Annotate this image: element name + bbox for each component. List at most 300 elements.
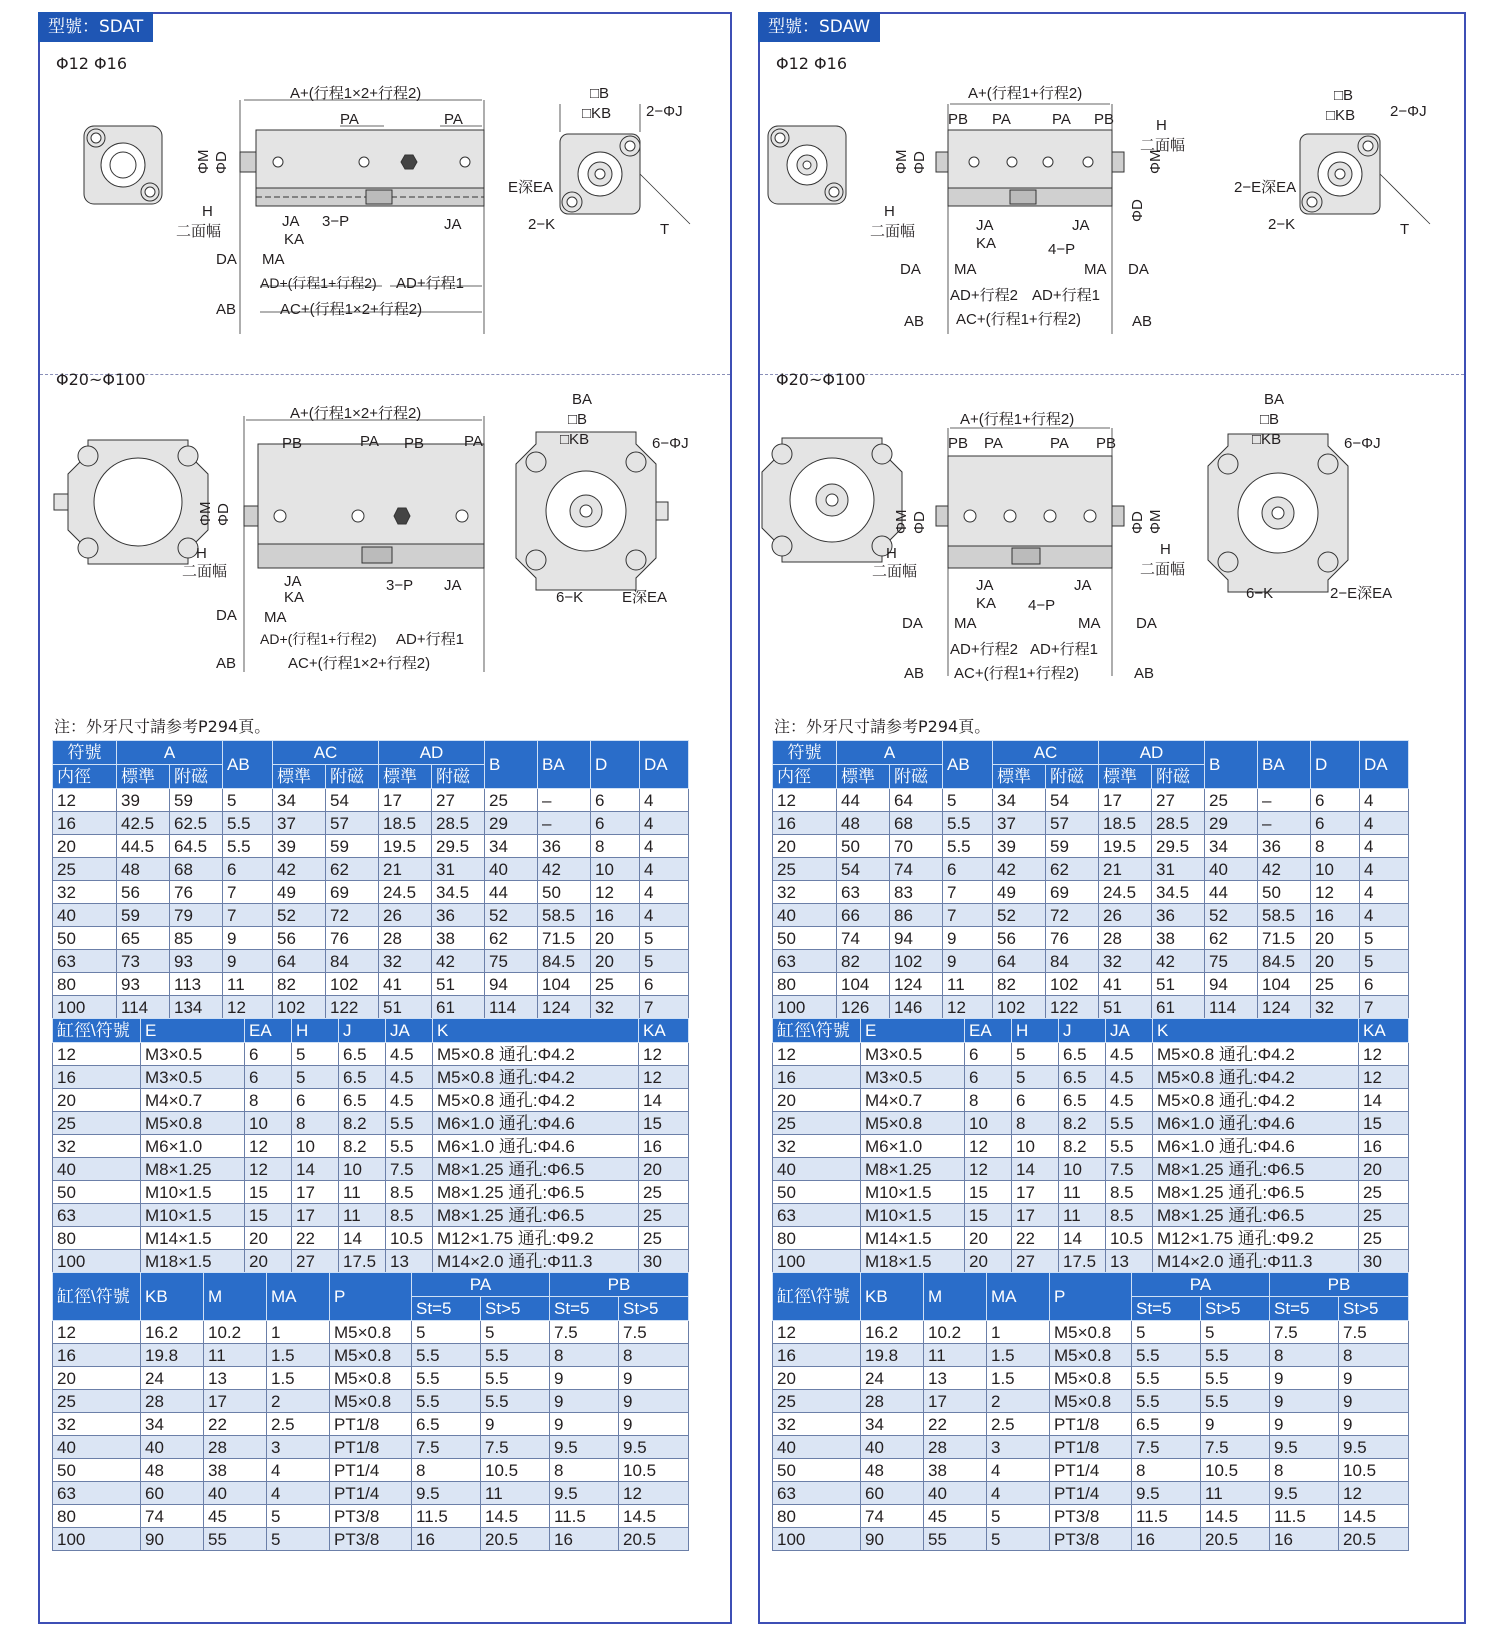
table-cell: 93	[170, 950, 223, 973]
table-cell: 9	[223, 927, 273, 950]
th-bore: 内徑	[773, 765, 837, 789]
dim-ma-2: MA	[1084, 261, 1107, 278]
table-cell: 4	[1360, 858, 1409, 881]
table-cell: 10	[591, 858, 640, 881]
table-row	[773, 1043, 1409, 1066]
table-cell: 20.5	[481, 1528, 550, 1551]
table-cell: 17.5	[1059, 1250, 1106, 1273]
table-cell: 11	[924, 1344, 987, 1367]
table-row	[53, 1528, 689, 1551]
table-cell: 8.2	[1059, 1112, 1106, 1135]
table-cell: 68	[890, 812, 943, 835]
table-row	[773, 1367, 1409, 1390]
table-cell: 70	[890, 835, 943, 858]
table-cell: 16	[1311, 904, 1360, 927]
table-cell: 42.5	[117, 812, 170, 835]
table-cell: 69	[326, 881, 379, 904]
table-cell: 17	[924, 1390, 987, 1413]
table-cell: M10×1.5	[861, 1181, 965, 1204]
table-cell: PT3/8	[330, 1505, 412, 1528]
table-cell: M18×1.5	[141, 1250, 245, 1273]
table-cell: 7.5	[412, 1436, 481, 1459]
table-cell: 4	[267, 1459, 330, 1482]
table-cell: 16	[1132, 1528, 1201, 1551]
table-row	[53, 1135, 689, 1158]
table-cell: 5.5	[386, 1135, 433, 1158]
table-cell: PT1/8	[330, 1436, 412, 1459]
th-k: K	[433, 1019, 639, 1043]
table-cell: 50	[773, 1181, 861, 1204]
table-cell: 58.5	[538, 904, 591, 927]
table-cell: 80	[773, 1505, 861, 1528]
table-cell: 5	[267, 1528, 330, 1551]
table-cell: 5	[1360, 950, 1409, 973]
table-cell: 18.5	[1099, 812, 1152, 835]
table-cell: 24	[141, 1367, 204, 1390]
table-cell: 59	[117, 904, 170, 927]
end-view-left	[84, 126, 162, 204]
table-cell: 5.5	[1201, 1344, 1270, 1367]
table-cell: 11	[1059, 1204, 1106, 1227]
table-cell: 59	[1046, 835, 1099, 858]
table-cell: 8.5	[386, 1181, 433, 1204]
table-cell: 21	[379, 858, 432, 881]
table-row	[773, 1089, 1409, 1112]
dim-sq-kb: □KB	[582, 105, 612, 122]
dim-t: T	[1400, 221, 1410, 238]
table-cell: M6×1.0	[141, 1135, 245, 1158]
dim-pb-1: PB	[282, 435, 303, 452]
table-cell: 8	[1012, 1112, 1059, 1135]
table-cell: 20	[639, 1158, 689, 1181]
table-cell: 5	[1360, 927, 1409, 950]
table-cell: 40	[773, 1436, 861, 1459]
table-cell: 4.5	[386, 1043, 433, 1066]
table-cell: 4	[640, 812, 689, 835]
table-cell: M8×1.25 通孔:Φ6.5	[1153, 1158, 1359, 1181]
table-cell: 16.2	[141, 1321, 204, 1344]
th-ea: EA	[965, 1019, 1012, 1043]
dim-h: H	[196, 545, 207, 562]
table-cell: M5×0.8 通孔:Φ4.2	[433, 1089, 639, 1112]
table-cell: 8	[1270, 1459, 1339, 1482]
table-cell: 37	[273, 812, 326, 835]
table-cell: 29	[1205, 812, 1258, 835]
table-cell: 12	[1359, 1066, 1409, 1089]
table-cell: 5	[1012, 1066, 1059, 1089]
th-b: B	[485, 741, 538, 789]
dim-ja-1: JA	[284, 573, 302, 590]
th-sub: St=5	[550, 1297, 619, 1321]
table-cell: 5.5	[412, 1367, 481, 1390]
table-cell: 5.5	[943, 812, 993, 835]
th-symbol: 符號	[773, 741, 837, 765]
table-cell: 49	[273, 881, 326, 904]
table-cell: 20.5	[619, 1528, 689, 1551]
th-sub: 附磁	[1046, 765, 1099, 789]
dim-pa-1: PA	[360, 433, 379, 450]
table-cell: 16	[53, 1344, 141, 1367]
table-cell: 27	[1012, 1250, 1059, 1273]
table-cell: 62	[1046, 858, 1099, 881]
table-cell: 61	[432, 996, 485, 1019]
table-cell: 50	[773, 1459, 861, 1482]
table-cell: 40	[773, 1158, 861, 1181]
table-cell: 79	[170, 904, 223, 927]
table-cell: 5.5	[412, 1390, 481, 1413]
table-cell: 6	[1311, 812, 1360, 835]
table-cell: 4	[1360, 812, 1409, 835]
table-cell: 38	[204, 1459, 267, 1482]
table-cell: M14×1.5	[861, 1227, 965, 1250]
table-cell: 36	[1152, 904, 1205, 927]
table-cell: 28	[1099, 927, 1152, 950]
table-cell: 5	[412, 1321, 481, 1344]
table-cell: 12	[773, 1321, 861, 1344]
th-ea: EA	[245, 1019, 292, 1043]
table-cell: 48	[837, 812, 890, 835]
th-bore-symbol: 缸徑\符號	[773, 1273, 861, 1321]
table-cell: 34	[861, 1413, 924, 1436]
table-cell: 11.5	[1270, 1505, 1339, 1528]
table-cell: 50	[837, 835, 890, 858]
table-cell: 5	[267, 1505, 330, 1528]
dim-e-depth: E深EA	[622, 589, 668, 606]
table-row	[53, 1505, 689, 1528]
dim-ka: KA	[284, 589, 305, 606]
table-cell: 104	[538, 973, 591, 996]
table-row	[773, 789, 1409, 812]
table-cell: 48	[117, 858, 170, 881]
table-cell: 57	[326, 812, 379, 835]
dim-ka: KA	[976, 595, 997, 612]
table-cell: 20	[1311, 950, 1360, 973]
table-cell: 9	[1339, 1390, 1409, 1413]
table-cell: 4	[640, 858, 689, 881]
table-cell: 40	[773, 904, 837, 927]
table-cell: 6	[1012, 1089, 1059, 1112]
table-cell: 17	[1012, 1204, 1059, 1227]
table-cell: 16	[53, 812, 117, 835]
dim-pa-2: PA	[464, 433, 483, 450]
table-cell: 11	[1201, 1482, 1270, 1505]
table-cell: 4	[987, 1482, 1050, 1505]
dim-ad-1: AD+行程2	[950, 287, 1018, 304]
table-cell: 26	[379, 904, 432, 927]
th-sub: 標準	[117, 765, 170, 789]
table-cell: 69	[1046, 881, 1099, 904]
table-cell: 38	[924, 1459, 987, 1482]
table-row	[53, 950, 689, 973]
table-cell: 74	[861, 1505, 924, 1528]
th-pa: PA	[1132, 1273, 1270, 1297]
table-cell: 44	[485, 881, 538, 904]
th-da: DA	[1360, 741, 1409, 789]
table-cell: 8.2	[339, 1112, 386, 1135]
dim-ja-2: JA	[444, 577, 462, 594]
dim-ad-2: AD+行程1	[396, 631, 464, 648]
table-cell: M6×1.0	[861, 1135, 965, 1158]
table-cell: 74	[837, 927, 890, 950]
model-title: 型號：SDAW	[758, 12, 880, 42]
table-cell: M6×1.0 通孔:Φ4.6	[433, 1135, 639, 1158]
table-row	[773, 950, 1409, 973]
table-cell: 76	[326, 927, 379, 950]
th-d: D	[1311, 741, 1360, 789]
table-row	[773, 1227, 1409, 1250]
th-ma: MA	[987, 1273, 1050, 1321]
table-cell: 12	[245, 1135, 292, 1158]
th-a: A	[837, 741, 943, 765]
table-cell: M8×1.25 通孔:Φ6.5	[1153, 1204, 1359, 1227]
table-cell: 9	[619, 1367, 689, 1390]
size-label-large: Φ20~Φ100	[56, 370, 146, 389]
table-cell: 20	[965, 1227, 1012, 1250]
table-cell: 42	[432, 950, 485, 973]
table-cell: 100	[773, 1250, 861, 1273]
table-cell: 114	[1205, 996, 1258, 1019]
table-cell: 19.8	[861, 1344, 924, 1367]
th-h: H	[1012, 1019, 1059, 1043]
table-row	[53, 1204, 689, 1227]
table-cell: 83	[890, 881, 943, 904]
dim-ab: AB	[216, 655, 237, 672]
table-cell: 63	[53, 1482, 141, 1505]
table-cell: 9.5	[1339, 1436, 1409, 1459]
note-text: 注：外牙尺寸請参考P294頁。	[54, 717, 271, 736]
table-cell: 90	[141, 1528, 204, 1551]
dim-ma: MA	[954, 261, 977, 278]
table-cell: 54	[1046, 789, 1099, 812]
table-cell: 63	[837, 881, 890, 904]
table-cell: 9.5	[1270, 1482, 1339, 1505]
table-cell: 122	[1046, 996, 1099, 1019]
table-cell: 7.5	[386, 1158, 433, 1181]
table-cell: 90	[861, 1528, 924, 1551]
dim-ma-2: MA	[1078, 615, 1101, 632]
dim-ad-2: AD+行程1	[1032, 287, 1100, 304]
table-row	[53, 812, 689, 835]
table-cell: 2	[267, 1390, 330, 1413]
table-cell: 17	[292, 1181, 339, 1204]
table-cell: M8×1.25 通孔:Φ6.5	[433, 1158, 639, 1181]
table-cell: 32	[53, 1135, 141, 1158]
table-cell: 13	[924, 1367, 987, 1390]
table-cell: 17	[204, 1390, 267, 1413]
table-cell: 22	[924, 1413, 987, 1436]
table-cell: 64	[993, 950, 1046, 973]
dim-t: T	[660, 221, 670, 238]
table-cell: 25	[485, 789, 538, 812]
table-cell: 80	[53, 973, 117, 996]
table-cell: 62	[326, 858, 379, 881]
table-cell: 5.5	[481, 1390, 550, 1413]
table-cell: 44	[837, 789, 890, 812]
th-ba: BA	[1258, 741, 1311, 789]
dim-a-total: A+(行程1×2+行程2)	[290, 85, 422, 102]
table-cell: 12	[1339, 1482, 1409, 1505]
table-cell: 8	[965, 1089, 1012, 1112]
table-cell: 5	[640, 950, 689, 973]
table-row	[53, 1066, 689, 1089]
table-row	[773, 1250, 1409, 1273]
table-cell: 80	[53, 1227, 141, 1250]
table-cell: 20	[773, 835, 837, 858]
table-cell: 76	[170, 881, 223, 904]
table-cell: 24.5	[1099, 881, 1152, 904]
table-cell: 124	[1258, 996, 1311, 1019]
table-cell: 7	[640, 996, 689, 1019]
th-sub: St=5	[1132, 1297, 1201, 1321]
dim-phi-d: ΦD	[911, 511, 928, 534]
th-sub: 標準	[273, 765, 326, 789]
table-cell: 29.5	[1152, 835, 1205, 858]
table-cell: 6.5	[1059, 1089, 1106, 1112]
table-cell: 84.5	[1258, 950, 1311, 973]
table-cell: 32	[53, 881, 117, 904]
table-cell: 9.5	[619, 1436, 689, 1459]
th-p: P	[330, 1273, 412, 1321]
table-cell: 20	[965, 1250, 1012, 1273]
table-cell: 34	[273, 789, 326, 812]
table-row	[773, 812, 1409, 835]
table-cell: M6×1.0 通孔:Φ4.6	[1153, 1135, 1359, 1158]
table-cell: 15	[245, 1204, 292, 1227]
table-cell: 52	[993, 904, 1046, 927]
dim-e-depth: 2−E深EA	[1330, 585, 1393, 602]
table-cell: 64	[890, 789, 943, 812]
table-cell: M5×0.8	[1050, 1321, 1132, 1344]
table-cell: M5×0.8	[1050, 1390, 1132, 1413]
dim-ab: AB	[904, 665, 925, 682]
table-cell: M8×1.25 通孔:Φ6.5	[433, 1204, 639, 1227]
table-row	[53, 1344, 689, 1367]
dim-pb-2: PB	[1094, 111, 1115, 128]
th-sub: St=5	[1270, 1297, 1339, 1321]
table-cell: 9	[1270, 1367, 1339, 1390]
table-cell: 5.5	[481, 1344, 550, 1367]
table-row	[773, 1321, 1409, 1344]
size-label-small: Φ12 Φ16	[776, 54, 847, 73]
table-row	[53, 1482, 689, 1505]
table-cell: 13	[204, 1367, 267, 1390]
table-cell: 22	[292, 1227, 339, 1250]
th-d: D	[591, 741, 640, 789]
table-cell: 63	[773, 950, 837, 973]
table-cell: 20.5	[1201, 1528, 1270, 1551]
table-cell: 102	[993, 996, 1046, 1019]
table-cell: 11	[481, 1482, 550, 1505]
table-cell: 64.5	[170, 835, 223, 858]
end-view-right	[560, 104, 690, 224]
table-cell: 42	[538, 858, 591, 881]
table-cell: 102	[1046, 973, 1099, 996]
dim-phi-m: ΦM	[893, 509, 910, 534]
table-cell: 102	[326, 973, 379, 996]
table-cell: 12	[965, 1135, 1012, 1158]
table-cell: 36	[1258, 835, 1311, 858]
table-cell: 4	[987, 1459, 1050, 1482]
table-cell: 8	[619, 1344, 689, 1367]
th-sub: 標準	[993, 765, 1046, 789]
table-cell: 6	[591, 812, 640, 835]
table-row	[773, 973, 1409, 996]
table-cell: 10	[339, 1158, 386, 1181]
table-cell: 20	[245, 1227, 292, 1250]
table-cell: 1	[267, 1321, 330, 1344]
table-cell: 12	[773, 1043, 861, 1066]
end-view-left-large	[762, 438, 902, 562]
table-cell: 7.5	[1201, 1436, 1270, 1459]
table-row	[773, 1204, 1409, 1227]
table-cell: 2	[987, 1390, 1050, 1413]
table-row	[53, 927, 689, 950]
dim-da-2: DA	[1136, 615, 1157, 632]
table-cell: 19.5	[1099, 835, 1152, 858]
th-bore-symbol: 缸徑\符號	[53, 1019, 141, 1043]
table-cell: 84.5	[538, 950, 591, 973]
table-cell: PT3/8	[1050, 1528, 1132, 1551]
table-cell: 39	[117, 789, 170, 812]
table-cell: M5×0.8 通孔:Φ4.2	[1153, 1089, 1359, 1112]
table-cell: PT1/8	[1050, 1413, 1132, 1436]
table-cell: 63	[53, 1204, 141, 1227]
table-cell: 52	[273, 904, 326, 927]
table-cell: 114	[117, 996, 170, 1019]
dim-ma: MA	[262, 251, 285, 268]
table-cell: 8	[1311, 835, 1360, 858]
table-cell: 32	[1311, 996, 1360, 1019]
table-cell: 14	[1012, 1158, 1059, 1181]
table-row	[53, 973, 689, 996]
table-cell: 8	[1339, 1344, 1409, 1367]
table-cell: 51	[1152, 973, 1205, 996]
dim-h: H	[1156, 117, 1167, 134]
table-row	[53, 881, 689, 904]
table-row	[53, 1413, 689, 1436]
table-row	[53, 1112, 689, 1135]
table-cell: 4.5	[1106, 1089, 1153, 1112]
dim-phi-m-2: ΦM	[1147, 149, 1164, 174]
table-cell: 56	[993, 927, 1046, 950]
table-cell: M5×0.8 通孔:Φ4.2	[433, 1066, 639, 1089]
table-cell: 32	[773, 1135, 861, 1158]
table-cell: 74	[890, 858, 943, 881]
dim-ab: AB	[904, 313, 925, 330]
table-cell: 5.5	[1106, 1135, 1153, 1158]
table-cell: M5×0.8	[330, 1344, 412, 1367]
table-cell: 85	[170, 927, 223, 950]
table-cell: 4	[1360, 789, 1409, 812]
table-cell: 25	[1311, 973, 1360, 996]
table-cell: 1.5	[267, 1367, 330, 1390]
table-cell: 5.5	[223, 835, 273, 858]
table-cell: 63	[773, 1204, 861, 1227]
drawing-large-bore	[40, 376, 730, 686]
note-text: 注：外牙尺寸請参考P294頁。	[774, 717, 991, 736]
table-cell: 11.5	[1132, 1505, 1201, 1528]
table-cell: 32	[53, 1413, 141, 1436]
table-cell: 10	[965, 1112, 1012, 1135]
th-h: H	[292, 1019, 339, 1043]
table-cell: 16	[639, 1135, 689, 1158]
table-cell: 12	[245, 1158, 292, 1181]
dim-pa-2: PA	[1052, 111, 1071, 128]
table-cell: M8×1.25	[141, 1158, 245, 1181]
table-cell: 5.5	[1201, 1390, 1270, 1413]
table-cell: 15	[245, 1181, 292, 1204]
th-symbol: 符號	[53, 741, 117, 765]
